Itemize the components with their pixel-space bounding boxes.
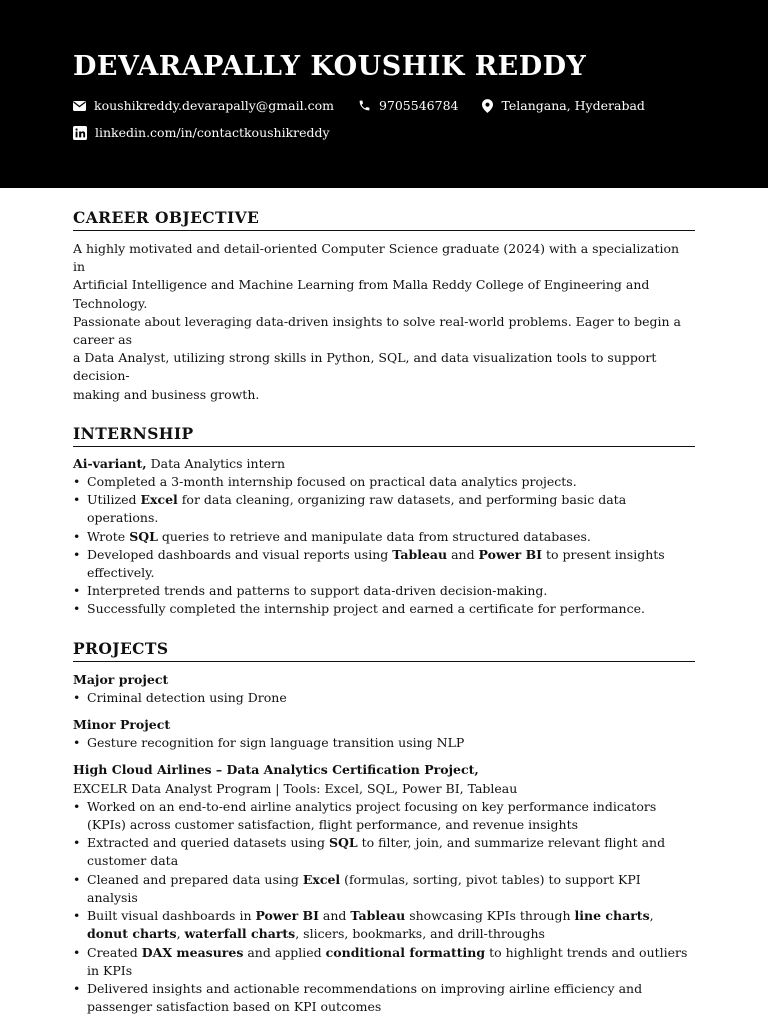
- objective-line: making and business growth.: [73, 386, 260, 402]
- contact-row-2: [73, 125, 695, 140]
- internship-section: [73, 424, 695, 619]
- list-item: • Completed a 3-month internship focused on practical data analytics projects.: [73, 473, 695, 491]
- phone-contact[interactable]: [358, 98, 459, 113]
- projects-section: [73, 639, 695, 1017]
- list-item: • Built visual dashboards in Power BI and Tableau showcasing KPIs through line charts, donut charts, waterfall charts, slicers, bookmarks, and drill-throughs: [73, 907, 695, 943]
- location-contact: [482, 98, 644, 113]
- objective-paragraph: [73, 240, 695, 404]
- map-pin-icon: [482, 99, 493, 113]
- list-item: • Delivered insights and actionable recommendations on improving airline efficiency and passenger satisfaction based on KPI outcomes: [73, 980, 695, 1016]
- project-subtitle: EXCELR Data Analyst Program | Tools: Excel, SQL, Power BI, Tableau: [73, 780, 518, 796]
- phone-text: 9705546784: [378, 98, 459, 113]
- location-text: Telangana, Hyderabad: [501, 98, 645, 113]
- list-item: • Cleaned and prepared data using Excel (formulas, sorting, pivot tables) to support KPI analysis: [73, 871, 695, 907]
- objective-line: Artificial Intelligence and Machine Learning from Malla Reddy College of Engineering and Technology.: [73, 277, 650, 311]
- linkedin-contact[interactable]: [73, 125, 330, 140]
- section-title: INTERNSHIP: [73, 424, 695, 447]
- objective-line: A highly motivated and detail-oriented Computer Science graduate (2024) with a specialization in: [73, 241, 680, 275]
- list-item: • Gesture recognition for sign language transition using NLP: [73, 734, 695, 752]
- phone-icon: [358, 99, 371, 112]
- list-item: • Interpreted trends and patterns to support data-driven decision-making.: [73, 582, 695, 600]
- linkedin-text: linkedin.com/in/contactkoushikreddy: [95, 125, 330, 140]
- email-text: koushikreddy.devarapally@gmail.com: [94, 98, 334, 113]
- company-name: Ai-variant,: [73, 455, 147, 471]
- high-cloud-project: [73, 761, 695, 1016]
- list-item: • Wrote SQL queries to retrieve and manipulate data from structured databases.: [73, 528, 695, 546]
- list-item: • Successfully completed the internship project and earned a certificate for performance.: [73, 600, 695, 618]
- envelope-icon: [73, 101, 86, 111]
- candidate-name: DEVARAPALLY KOUSHIK REDDY: [73, 51, 587, 82]
- objective-line: Passionate about leveraging data-driven insights to solve real-world problems. Eager to begin a career as: [73, 313, 681, 348]
- project-bullets: [73, 798, 695, 1016]
- project-title: Minor Project: [73, 717, 171, 733]
- internship-bullets: [73, 473, 695, 619]
- objective-line: a Data Analyst, utilizing strong skills in Python, SQL, and data visualization tools to support decision-: [73, 350, 657, 384]
- project-title: Major project: [73, 671, 169, 687]
- internship-heading: [73, 455, 695, 473]
- list-item: • Worked on an end-to-end airline analytics project focusing on key performance indicators (KPIs) across customer satisfaction, flight performance, and revenue insights: [73, 798, 695, 834]
- list-item: • Criminal detection using Drone: [73, 689, 695, 707]
- list-item: • Extracted and queried datasets using SQL to filter, join, and summarize relevant flight and customer data: [73, 834, 695, 870]
- resume-body: [0, 188, 768, 1016]
- list-item: • Utilized Excel for data cleaning, organizing raw datasets, and performing basic data operations.: [73, 491, 695, 527]
- email-contact[interactable]: [73, 98, 334, 113]
- major-project: [73, 671, 695, 707]
- minor-project: [73, 716, 695, 752]
- list-item: • Developed dashboards and visual reports using Tableau and Power BI to present insights effectively.: [73, 546, 695, 582]
- list-item: • Created DAX measures and applied conditional formatting to highlight trends and outliers in KPIs: [73, 944, 695, 980]
- internship-role: Data Analytics intern: [146, 455, 286, 471]
- section-title: CAREER OBJECTIVE: [73, 208, 695, 231]
- project-title: High Cloud Airlines – Data Analytics Certification Project,: [73, 762, 479, 778]
- section-title: PROJECTS: [73, 639, 695, 662]
- career-objective-section: [73, 208, 695, 404]
- linkedin-icon: [73, 126, 87, 140]
- resume-header: [0, 0, 768, 188]
- contact-row: [73, 98, 695, 113]
